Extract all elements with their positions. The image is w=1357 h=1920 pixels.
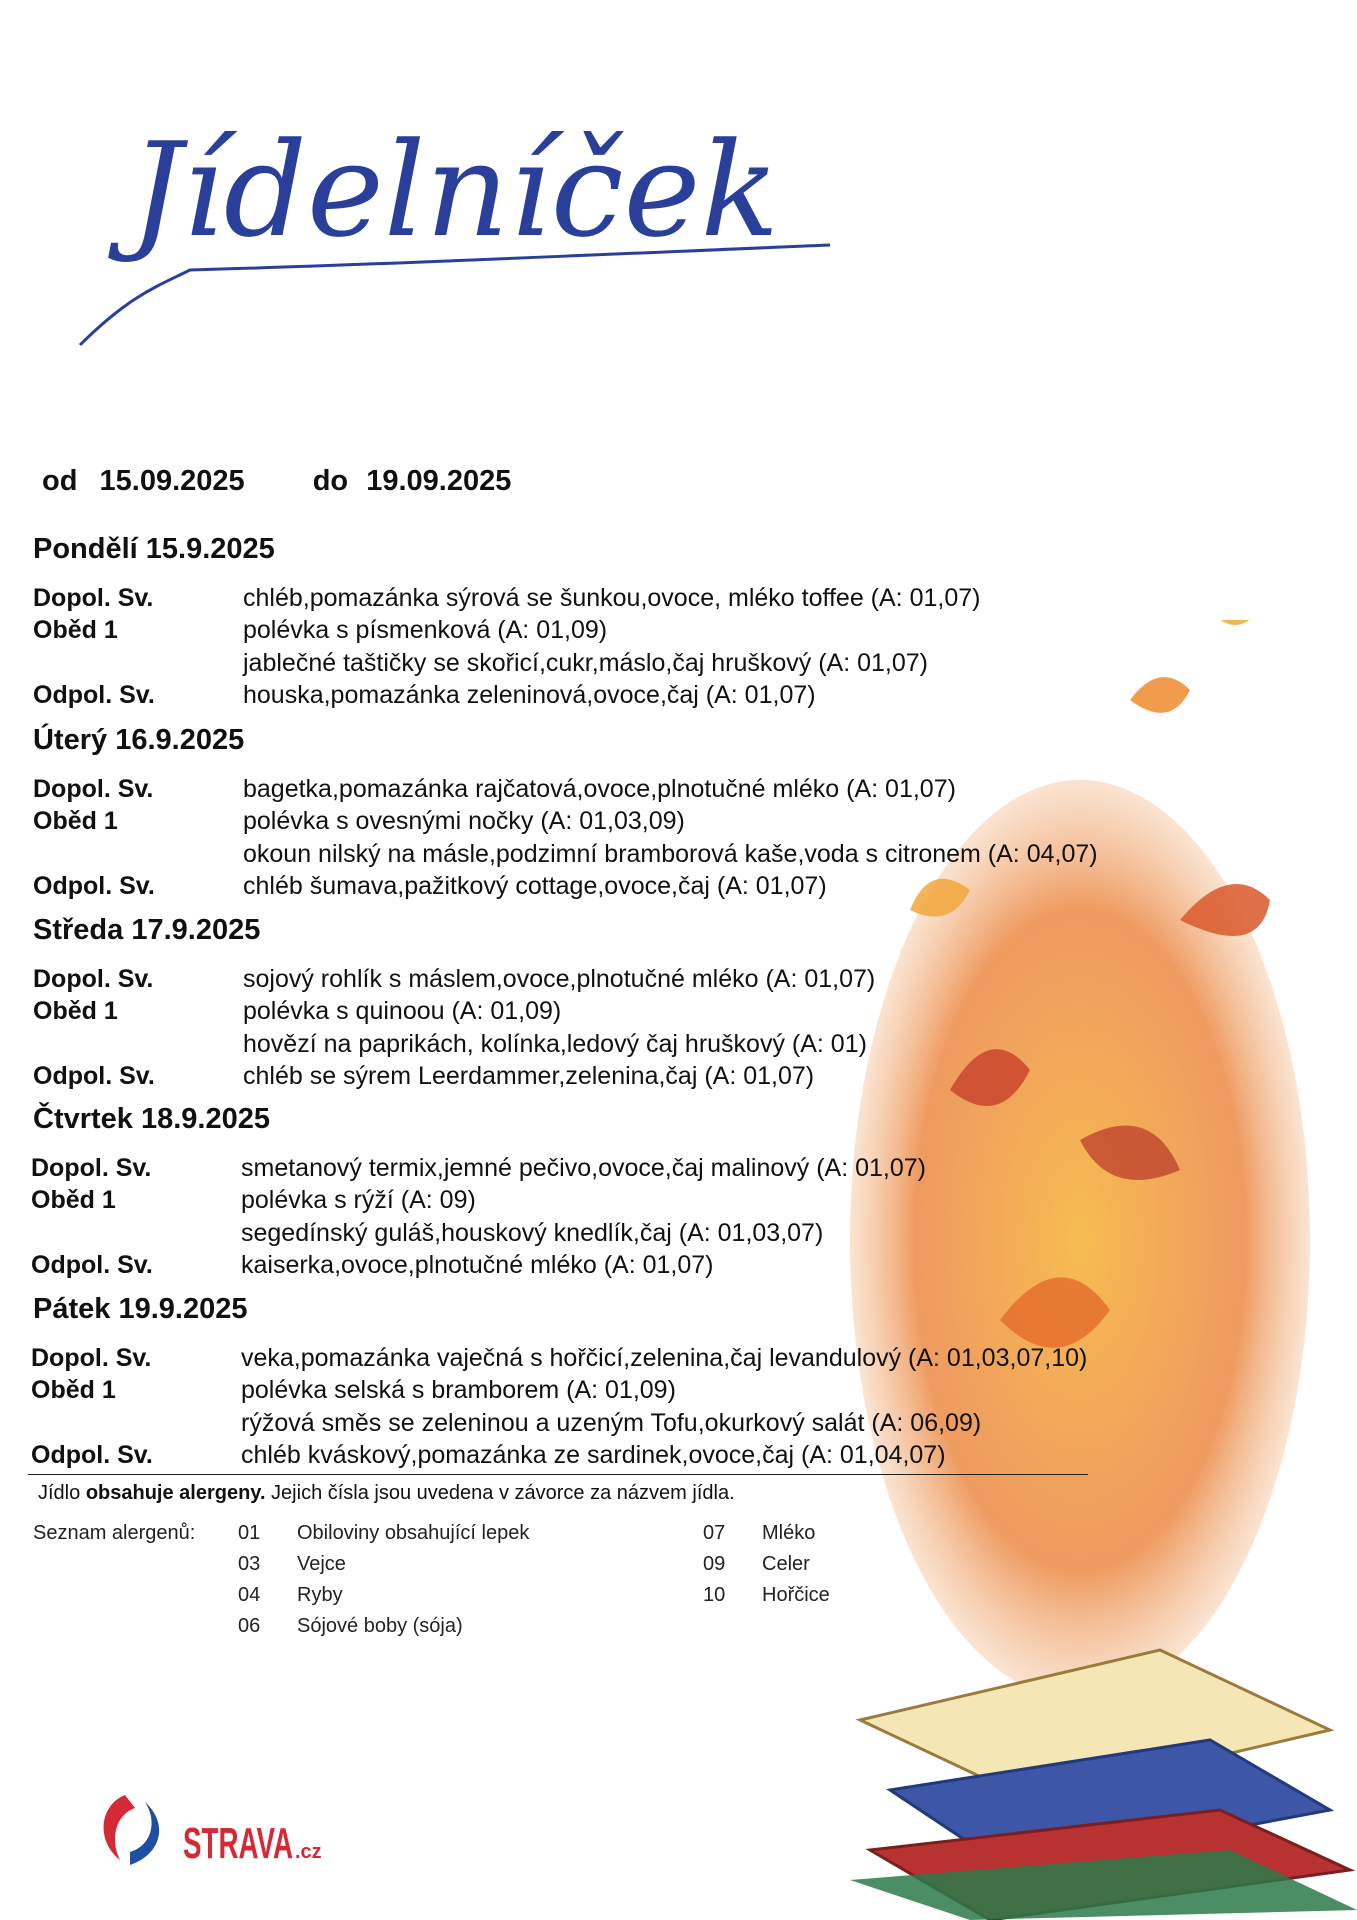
meal-description: chléb se sýrem Leerdammer,zelenina,čaj (A: 01,07) (243, 1062, 815, 1090)
meal-description: bagetka,pomazánka rajčatová,ovoce,plnotučné mléko (A: 01,07) (243, 775, 956, 803)
allergen-name: Mléko (762, 1522, 816, 1544)
allergen-name: Vejce (297, 1553, 346, 1575)
allergen-code: 10 (703, 1584, 726, 1606)
allergen-note-post: Jejich čísla jsou uvedena v závorce za názvem jídla. (265, 1482, 735, 1504)
meal-description: chléb,pomazánka sýrová se šunkou,ovoce, mléko toffee (A: 01,07) (243, 584, 981, 612)
day-heading: Čtvrtek 18.9.2025 (33, 1103, 270, 1135)
meal-description: smetanový termix,jemné pečivo,ovoce,čaj malinový (A: 01,07) (241, 1154, 927, 1182)
meal-description: okoun nilský na másle,podzimní bramborová kaše,voda s citronem (A: 04,07) (243, 840, 1098, 868)
meal-description: kaiserka,ovoce,plnotučné mléko (A: 01,07) (241, 1251, 714, 1279)
day-heading: Pondělí 15.9.2025 (33, 533, 275, 565)
allergen-code: 03 (238, 1553, 261, 1575)
meal-description: sojový rohlík s máslem,ovoce,plnotučné mléko (A: 01,07) (243, 965, 876, 993)
meal-description: segedínský guláš,houskový knedlík,čaj (A: 01,03,07) (241, 1219, 824, 1247)
meal-description: polévka s písmenková (A: 01,09) (243, 616, 608, 644)
allergen-note-bold: obsahuje alergeny. (85, 1482, 266, 1504)
meal-category: Oběd 1 (33, 807, 118, 835)
meal-description: hovězí na paprikách, kolínka,ledový čaj hruškový (A: 01) (243, 1030, 867, 1058)
page-title (70, 95, 850, 355)
meal-category: Dopol. Sv. (33, 965, 154, 993)
meal-category: Oběd 1 (31, 1376, 116, 1404)
logo-swoosh-red (104, 1795, 135, 1860)
meal-description: polévka s quinoou (A: 01,09) (243, 997, 562, 1025)
meal-category: Oběd 1 (33, 997, 118, 1025)
allergen-code: 06 (238, 1615, 261, 1637)
allergen-name: Sójové boby (sója) (297, 1615, 463, 1637)
meal-description: jablečné taštičky se skořicí,cukr,máslo,čaj hruškový (A: 01,07) (243, 649, 928, 677)
range-from-label: od (42, 465, 78, 497)
logo-brand: STRAVA (183, 1819, 293, 1868)
meal-category: Dopol. Sv. (31, 1344, 152, 1372)
allergen-name: Hořčice (762, 1584, 830, 1606)
strava-logo (95, 1790, 335, 1870)
day-heading: Úterý 16.9.2025 (33, 724, 245, 756)
meal-category: Oběd 1 (31, 1186, 116, 1214)
meal-category: Dopol. Sv. (33, 584, 154, 612)
meal-category: Odpol. Sv. (31, 1441, 153, 1469)
meal-category: Odpol. Sv. (33, 1062, 155, 1090)
range-from-date: 15.09.2025 (99, 465, 245, 497)
logo-tld: .cz (295, 1841, 322, 1863)
meal-category: Dopol. Sv. (33, 775, 154, 803)
allergen-code: 01 (238, 1522, 261, 1544)
meal-description: polévka s rýží (A: 09) (241, 1186, 476, 1214)
meal-category: Oběd 1 (33, 616, 118, 644)
allergen-note-pre: Jídlo (38, 1482, 86, 1504)
meal-description: chléb šumava,pažitkový cottage,ovoce,čaj (A: 01,07) (243, 872, 827, 900)
allergen-name: Celer (762, 1553, 810, 1575)
range-to-label: do (312, 465, 349, 497)
meal-category: Odpol. Sv. (33, 872, 155, 900)
allergen-note (38, 1482, 735, 1505)
meal-description: chléb kváskový,pomazánka ze sardinek,ovoce,čaj (A: 01,04,07) (241, 1441, 946, 1469)
allergen-name: Ryby (297, 1584, 343, 1606)
allergen-code: 04 (238, 1584, 261, 1606)
meal-description: polévka s ovesnými nočky (A: 01,03,09) (243, 807, 685, 835)
meal-category: Odpol. Sv. (31, 1251, 153, 1279)
range-to-date: 19.09.2025 (366, 465, 512, 497)
meal-description: polévka selská s bramborem (A: 01,09) (241, 1376, 676, 1404)
divider (28, 1474, 1088, 1475)
allergen-name: Obiloviny obsahující lepek (297, 1522, 530, 1544)
allergen-code: 09 (703, 1553, 726, 1575)
meal-description: rýžová směs se zeleninou a uzeným Tofu,okurkový salát (A: 06,09) (241, 1409, 982, 1437)
logo-swoosh-blue (130, 1802, 159, 1865)
meal-category: Odpol. Sv. (33, 681, 155, 709)
allergen-list-label: Seznam alergenů: (33, 1522, 196, 1544)
meal-category: Dopol. Sv. (31, 1154, 152, 1182)
date-range (42, 465, 511, 498)
autumn-book-illustration (830, 620, 1357, 1920)
title-text: Jídelníček (130, 114, 780, 266)
day-heading: Středa 17.9.2025 (33, 914, 261, 946)
meal-description: veka,pomazánka vaječná s hořčicí,zelenina,čaj levandulový (A: 01,03,07,10) (241, 1344, 1088, 1372)
allergen-code: 07 (703, 1522, 726, 1544)
day-heading: Pátek 19.9.2025 (33, 1293, 248, 1325)
meal-description: houska,pomazánka zeleninová,ovoce,čaj (A: 01,07) (243, 681, 816, 709)
